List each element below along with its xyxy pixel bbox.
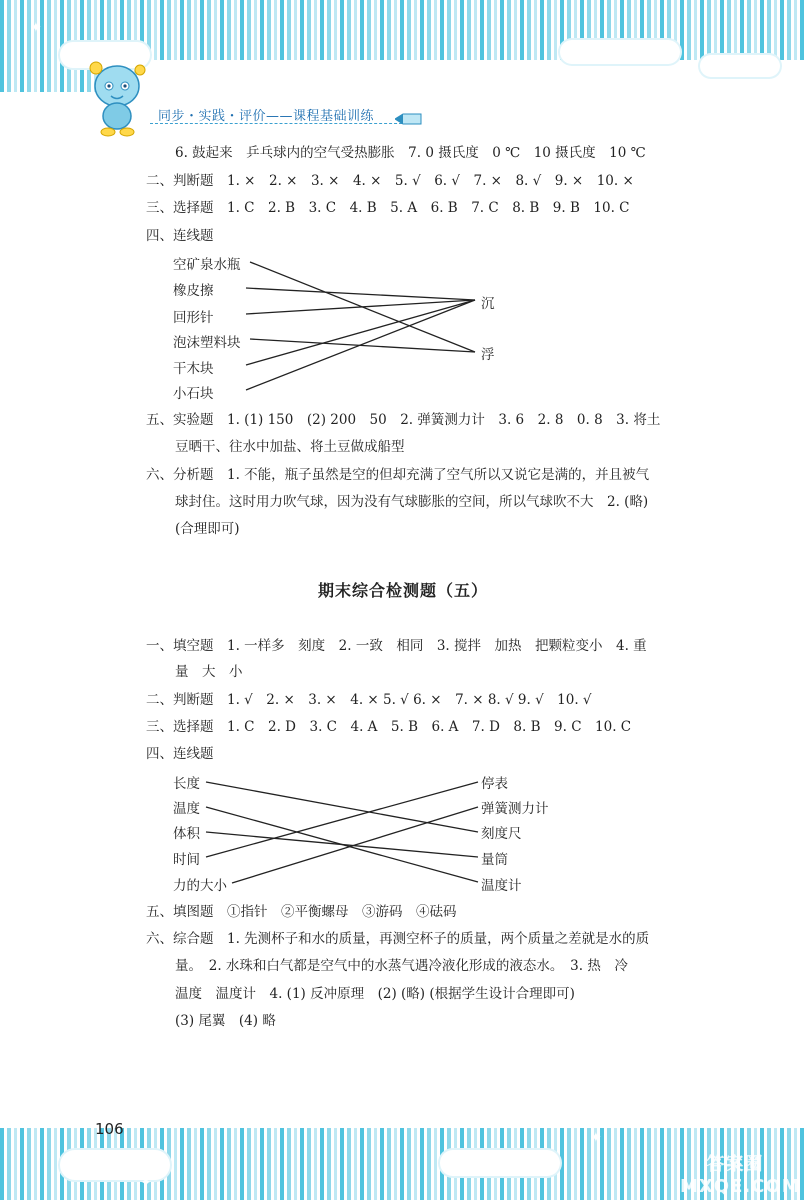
star-icon: ✦ (140, 1175, 152, 1191)
answer-line: 豆晒干、往水中加盐、将土豆做成船型 (175, 439, 405, 455)
answer-line: 温度 温度计 4. (1) 反冲原理 (2) (略) (根据学生设计合理即可) (175, 986, 575, 1002)
header-title: 同步・实践・评价——课程基础训练 (158, 109, 375, 124)
match-line (250, 339, 475, 352)
watermark: 答案圈 MXQE.COM (680, 1154, 801, 1197)
match-left-item: 小石块 (173, 386, 214, 402)
answer-line: 量 大 小 (175, 664, 243, 680)
answer-line: 四、连线题 (146, 746, 214, 762)
answer-line: 三、选择题 1. C 2. B 3. C 4. B 5. A 6. B 7. C 8. B 9. B 10. C (146, 200, 630, 216)
match-right-item: 温度计 (481, 878, 522, 894)
match-left-item: 时间 (173, 852, 200, 868)
match-line (206, 832, 478, 857)
match-left-item: 回形针 (173, 310, 214, 326)
match-line (246, 288, 475, 300)
match-right-item: 沉 (481, 296, 495, 312)
answer-line: 六、分析题 1. 不能，瓶子虽然是空的但却充满了空气所以又说它是满的，并且被气 (146, 467, 650, 483)
answer-line: (3) 尾翼 (4) 略 (175, 1013, 276, 1029)
answer-line: (合理即可) (175, 521, 240, 537)
match-line (206, 782, 478, 832)
match-right-item: 浮 (481, 347, 495, 363)
match-left-item: 泡沫塑料块 (173, 335, 241, 351)
match-left-item: 力的大小 (173, 878, 227, 894)
answer-line: 二、判断题 1. × 2. × 3. × 4. × 5. √ 6. √ 7. × 8. √ 9. × 10. × (146, 173, 634, 189)
match-left-item: 空矿泉水瓶 (173, 257, 241, 273)
answer-line: 三、选择题 1. C 2. D 3. C 4. A 5. B 6. A 7. D 8. B 9. C 10. C (146, 719, 632, 735)
answer-line: 6. 鼓起来 乒乓球内的空气受热膨胀 7. 0 摄氏度 0 ℃ 10 摄氏度 10 ℃ (175, 145, 646, 161)
answer-line: 量。 2. 水珠和白气都是空气中的水蒸气遇冷液化形成的液态水。 3. 热 冷 (175, 958, 628, 974)
answer-line: 五、填图题 ①指针 ②平衡螺母 ③游码 ④砝码 (146, 904, 457, 920)
answer-line: 五、实验题 1. (1) 150 (2) 200 50 2. 弹簧测力计 3. 6 2. 8 0. 8 3. 将土 (146, 412, 661, 428)
answer-line: 球封住。这时用力吹气球，因为没有气球膨胀的空间，所以气球吹不大 2. (略) (175, 494, 649, 510)
match-line (246, 300, 475, 390)
match-left-item: 温度 (173, 801, 200, 817)
match-line (246, 300, 475, 365)
section-title: 期末综合检测题（五） (317, 581, 488, 600)
match-right-item: 刻度尺 (481, 826, 522, 842)
match-right-item: 弹簧测力计 (481, 801, 549, 817)
star-icon: ✦ (30, 20, 42, 36)
match-right-item: 停表 (481, 776, 508, 792)
page-number: 106 (95, 1120, 124, 1138)
match-left-item: 干木块 (173, 361, 214, 377)
star-icon: ✦ (590, 1130, 602, 1146)
match-right-item: 量筒 (481, 852, 508, 868)
match-left-item: 长度 (173, 776, 200, 792)
match-left-item: 体积 (173, 826, 200, 842)
answer-line: 二、判断题 1. √ 2. × 3. × 4. × 5. √ 6. × 7. × 8. √ 9. √ 10. √ (146, 692, 592, 708)
match-left-item: 橡皮擦 (173, 283, 214, 299)
answer-line: 六、综合题 1. 先测杯子和水的质量，再测空杯子的质量，两个质量之差就是水的质 (146, 931, 650, 947)
answer-line: 一、填空题 1. 一样多 刻度 2. 一致 相同 3. 搅拌 加热 把颗粒变小 4. 重 (146, 638, 647, 654)
answer-line: 四、连线题 (146, 228, 214, 244)
match-line (246, 300, 475, 314)
